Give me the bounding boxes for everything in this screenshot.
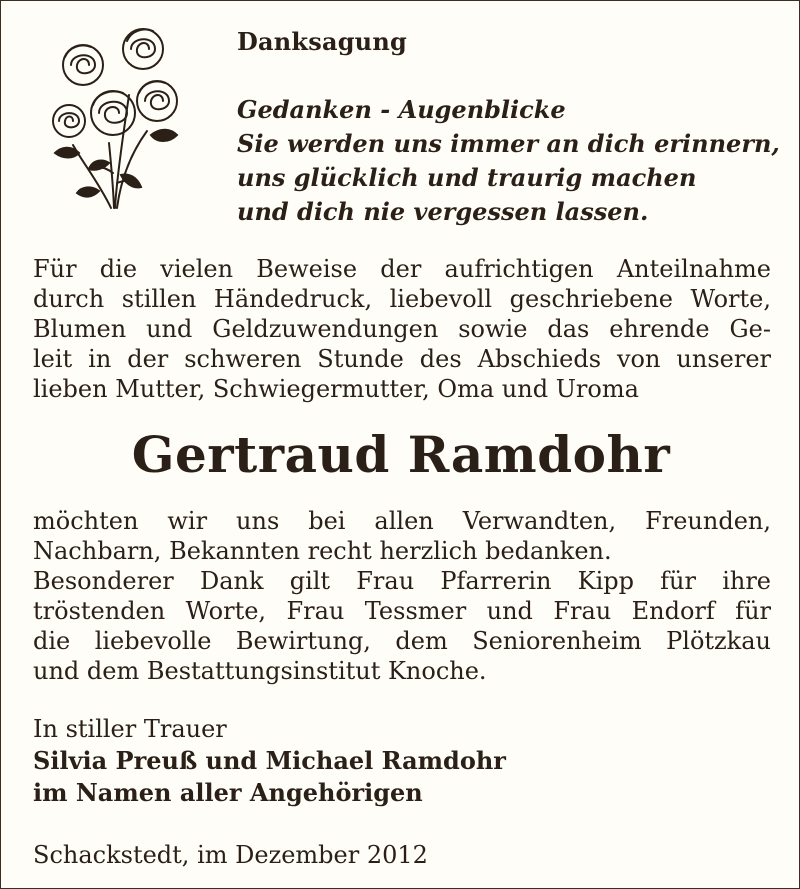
mourners-family: im Namen aller Angehörigen bbox=[33, 778, 423, 807]
thanks-line: Nachbarn, Bekannten recht herzlich bedanken. bbox=[33, 537, 612, 565]
thanks-line: und dem Bestattungsinstitut Knoche. bbox=[33, 657, 487, 685]
memorial-verse bbox=[237, 93, 782, 229]
thanks-line: Besonderer Dank gilt Frau Pfarrerin Kipp für ihre bbox=[33, 567, 771, 595]
intro-line: Für die vielen Beweise der aufrichtigen Anteilnahme bbox=[33, 255, 771, 283]
verse-line: Gedanken - Augenblicke bbox=[237, 95, 566, 124]
closing-signature bbox=[33, 713, 506, 809]
intro-paragraph bbox=[33, 254, 771, 404]
verse-line: Sie werden uns immer an dich erinnern, bbox=[237, 129, 780, 158]
thanks-line: tröstenden Worte, Frau Tessmer und Frau Endorf für bbox=[33, 597, 771, 625]
verse-line: und dich nie vergessen lassen. bbox=[237, 197, 649, 226]
verse-line: uns glücklich und traurig machen bbox=[237, 163, 697, 192]
thanks-line: die liebevolle Bewirtung, dem Seniorenheim Plötzkau bbox=[33, 627, 771, 655]
intro-line: Blumen und Geldzuwendungen sowie das ehrende Ge- bbox=[33, 315, 771, 343]
mourners-names: Silvia Preuß und Michael Ramdohr bbox=[33, 746, 506, 775]
thanks-line: möchten wir uns bei allen Verwandten, Freunden, bbox=[33, 507, 771, 535]
thanks-paragraph bbox=[33, 506, 771, 686]
intro-line: lieben Mutter, Schwiegermutter, Oma und Uroma bbox=[33, 375, 639, 403]
place-date: Schackstedt, im Dezember 2012 bbox=[33, 841, 428, 869]
intro-line: leit in der schweren Stunde des Abschieds von unserer bbox=[33, 345, 771, 373]
closing-line: In stiller Trauer bbox=[33, 715, 227, 743]
roses-bouquet-icon bbox=[39, 13, 189, 213]
deceased-name: Gertraud Ramdohr bbox=[131, 425, 671, 484]
intro-line: durch stillen Händedruck, liebevoll geschriebene Worte, bbox=[33, 285, 771, 313]
notice-heading: Danksagung bbox=[237, 27, 407, 56]
